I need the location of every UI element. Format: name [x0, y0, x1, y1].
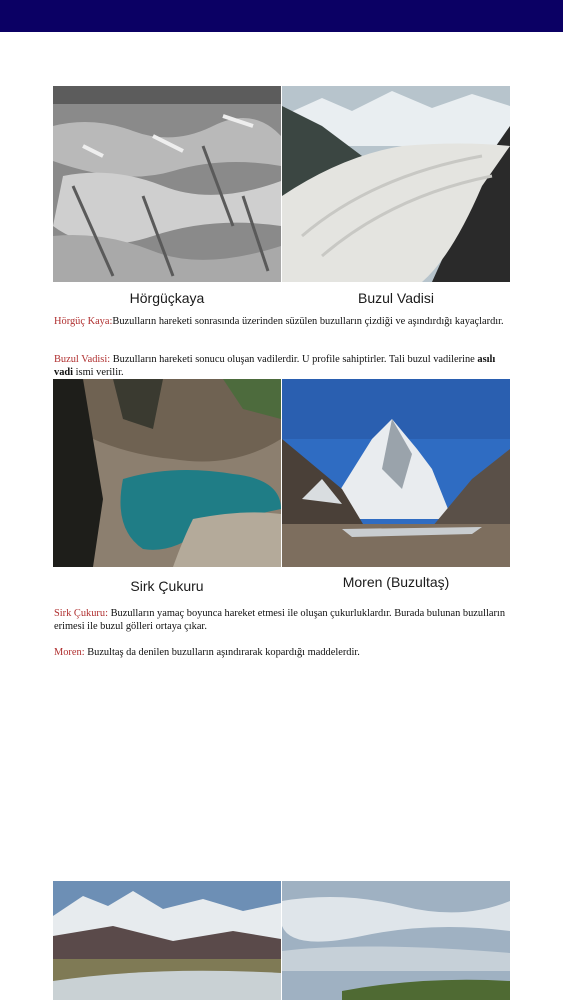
term-moren: Moren: [54, 647, 85, 658]
cirque-lake-photo [53, 379, 281, 567]
paragraph-sirk-cukuru [54, 608, 510, 633]
text-sirk-cukuru: Buzulların yamaç boyunca hareket etmesi ile oluşan çukurluklardır. Burada bulunan buzulların erimesi ile buzul gölleri ortaya çıkar. [54, 608, 506, 632]
paragraph-horguc-kaya [54, 316, 510, 329]
paragraph-buzul-vadisi [54, 354, 510, 379]
term-buzul-vadisi: Buzul Vadisi: [54, 354, 111, 365]
text-horguc-kaya: Buzulların hareketi sonrasında üzerinden süzülen buzulların çizdiği ve aşındırdığı kayaçlardır. [112, 316, 504, 327]
header-bar [0, 0, 563, 32]
caption-sirk-cukuru: Sirk Çukuru [130, 578, 204, 594]
caption-horguckaya: Hörgüçkaya [129, 290, 205, 306]
term-sirk-cukuru: Sirk Çukuru: [54, 608, 108, 619]
bold-asili-vadi: asılı vadi [54, 354, 496, 378]
roche-moutonnee-photo [53, 86, 281, 282]
text-buzul-vadisi: Buzulların hareketi sonucu oluşan vadilerdir. U profile sahiptirler. Tali buzul vadilerine [110, 354, 478, 365]
k2-mountain-photo [282, 379, 510, 567]
term-horguc-kaya: Hörgüç Kaya: [54, 316, 113, 327]
cloudy-hill-photo [282, 881, 510, 1000]
glacial-valley-photo [282, 86, 510, 282]
caption-moren: Moren (Buzultaş) [342, 574, 450, 590]
mountain-river-photo [53, 881, 281, 1000]
caption-buzul-vadisi: Buzul Vadisi [357, 290, 434, 306]
text-moren: Buzultaş da denilen buzulların aşındırarak kopardığı maddelerdir. [84, 647, 360, 658]
paragraph-moren [54, 647, 510, 660]
text-buzul-vadisi-after: ismi verilir. [73, 366, 124, 378]
